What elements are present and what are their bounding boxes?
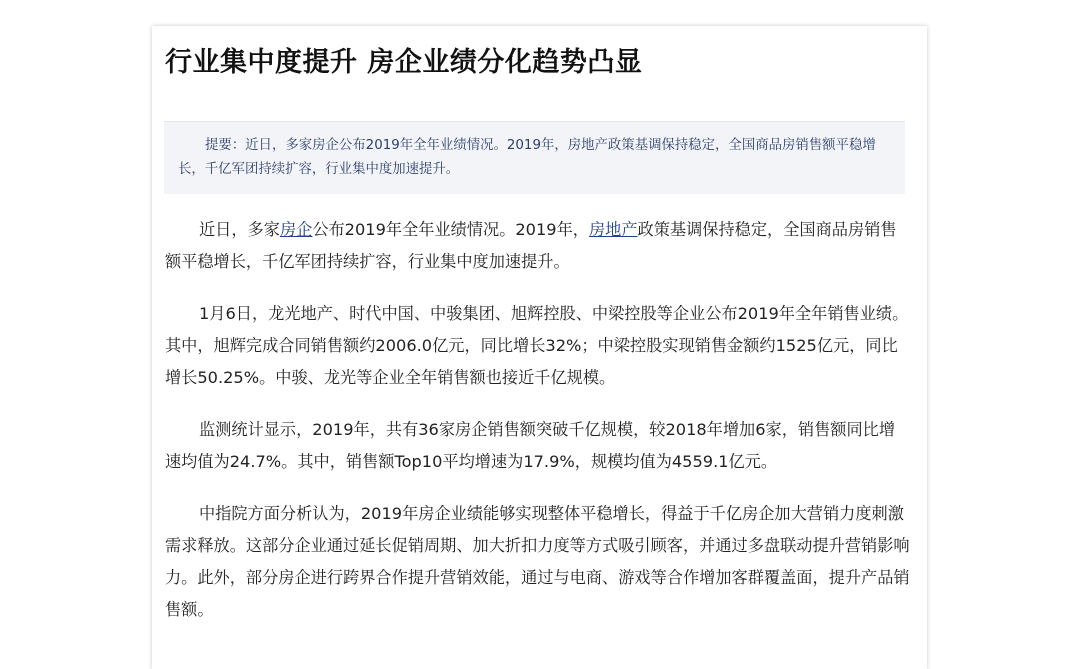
paragraph-3: 监测统计显示，2019年，共有36家房企销售额突破千亿规模，较2018年增加6家，销售额同比增速均值为24.7%。其中，销售额Top10平均增速为17.9%，规模均值为4559.1亿元。	[165, 420, 896, 471]
paragraph-1	[165, 214, 910, 278]
paragraph-1-text-a: 近日，多家	[199, 220, 280, 239]
article-title: 行业集中度提升 房企业绩分化趋势凸显	[165, 47, 643, 78]
summary-text: 近日，多家房企公布2019年全年业绩情况。2019年，房地产政策基调保持稳定，全国商品房销售额平稳增长，千亿军团持续扩容，行业集中度加速提升。	[178, 138, 876, 177]
summary-label: 提要：	[205, 138, 246, 153]
paragraph-2: 1月6日，龙光地产、时代中国、中骏集团、旭辉控股、中梁控股等企业公布2019年全年销售业绩。其中，旭辉完成合同销售额约2006.0亿元，同比增长32%；中梁控股实现销售金额约1525亿元，同比增长50.25%。中骏、龙光等企业全年销售额也接近千亿规模。	[165, 304, 909, 387]
article-summary	[164, 121, 905, 194]
link-fangqi[interactable]: 房企	[279, 220, 313, 239]
paragraph-1-text-b: 公布2019年全年业绩情况。2019年，	[312, 220, 589, 239]
article-body	[165, 214, 910, 646]
paragraph-4: 中指院方面分析认为，2019年房企业绩能够实现整体平稳增长，得益于千亿房企加大营销力度刺激需求释放。这部分企业通过延长促销周期、加大折扣力度等方式吸引顾客，并通过多盘联动提升营销影响力。此外，部分房企进行跨界合作提升营销效能，通过与电商、游戏等合作增加客群覆盖面，提升产品销售额。	[165, 504, 910, 619]
article-card	[152, 26, 927, 669]
paragraph-1-text-c: 政策基调保持稳定，全国商品房销售额平稳增长，千亿军团持续扩容，行业集中度加速提升。	[165, 220, 897, 271]
link-fangdichan[interactable]: 房地产	[588, 220, 638, 239]
